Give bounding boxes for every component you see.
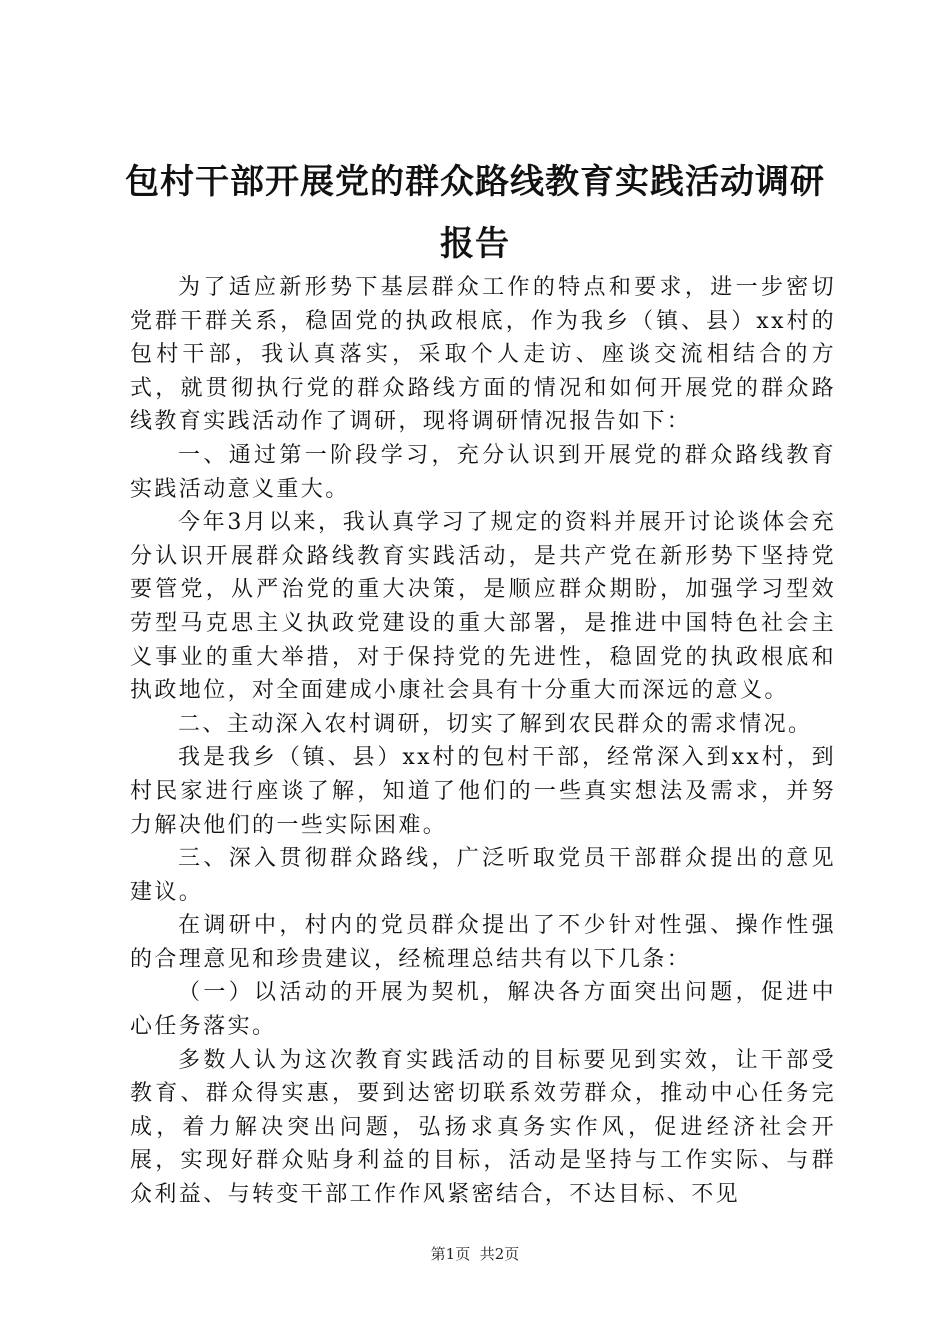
section-heading: 一、通过第一阶段学习，充分认识到开展党的群众路线教育实践活动意义重大。 <box>130 442 836 502</box>
document-title-line-1: 包村干部开展党的群众路线教育实践活动调研 <box>125 162 825 202</box>
section-heading: 三、深入贯彻群众路线，广泛听取党员干部群众提出的意见建议。 <box>130 846 836 905</box>
body-paragraph: 多数人认为这次教育实践活动的目标要见到实效，让干部受教育、群众得实惠，要到达密切联系效劳群众，推动中心任务完成，着力解决突出问题，弘扬求真务实作风，促进经济社会开展，实现好群众贴身利益的目标，活动是坚持与工作实际、与群众利益、与转变干部工作作风紧密结合，不达目标、不见 <box>130 1047 836 1208</box>
subsection-heading: （一）以活动的开展为契机，解决各方面突出问题，促进中心任务落实。 <box>130 980 836 1040</box>
page-number: 第1页 <box>430 1245 471 1263</box>
document-body <box>130 271 836 1212</box>
body-paragraph: 我是我乡（镇、县）xx村的包村干部，经常深入到xx村，到村民家进行座谈了解，知道了他们的一些真实想法及需求，并努力解决他们的一些实际困难。 <box>130 745 836 838</box>
document-title-line-2: 报告 <box>440 224 510 264</box>
section-heading: 二、主动深入农村调研，切实了解到农民群众的需求情况。 <box>178 711 813 737</box>
body-paragraph: 在调研中，村内的党员群众提出了不少针对性强、操作性强的合理意见和珍贵建议，经梳理总结共有以下几条： <box>130 913 836 972</box>
page-footer <box>0 1244 950 1264</box>
body-paragraph: 为了适应新形势下基层群众工作的特点和要求，进一步密切党群干群关系，稳固党的执政根底，作为我乡（镇、县）xx村的包村干部，我认真落实，采取个人走访、座谈交流相结合的方式，就贯彻执行党的群众路线方面的情况和如何开展党的群众路线教育实践活动作了调研，现将调研情况报告如下： <box>130 275 836 435</box>
body-paragraph: 今年3月以来，我认真学习了规定的资料并展开讨论谈体会充分认识开展群众路线教育实践活动，是共产党在新形势下坚持党要管党，从严治党的重大决策，是顺应群众期盼，加强学习型效劳型马克思主义执政党建设的重大部署，是推进中国特色社会主义事业的重大举措，对于保持党的先进性，稳固党的执政根底和执政地位，对全面建成小康社会具有十分重大而深远的意义。 <box>130 510 836 704</box>
page-total: 共2页 <box>479 1245 520 1263</box>
